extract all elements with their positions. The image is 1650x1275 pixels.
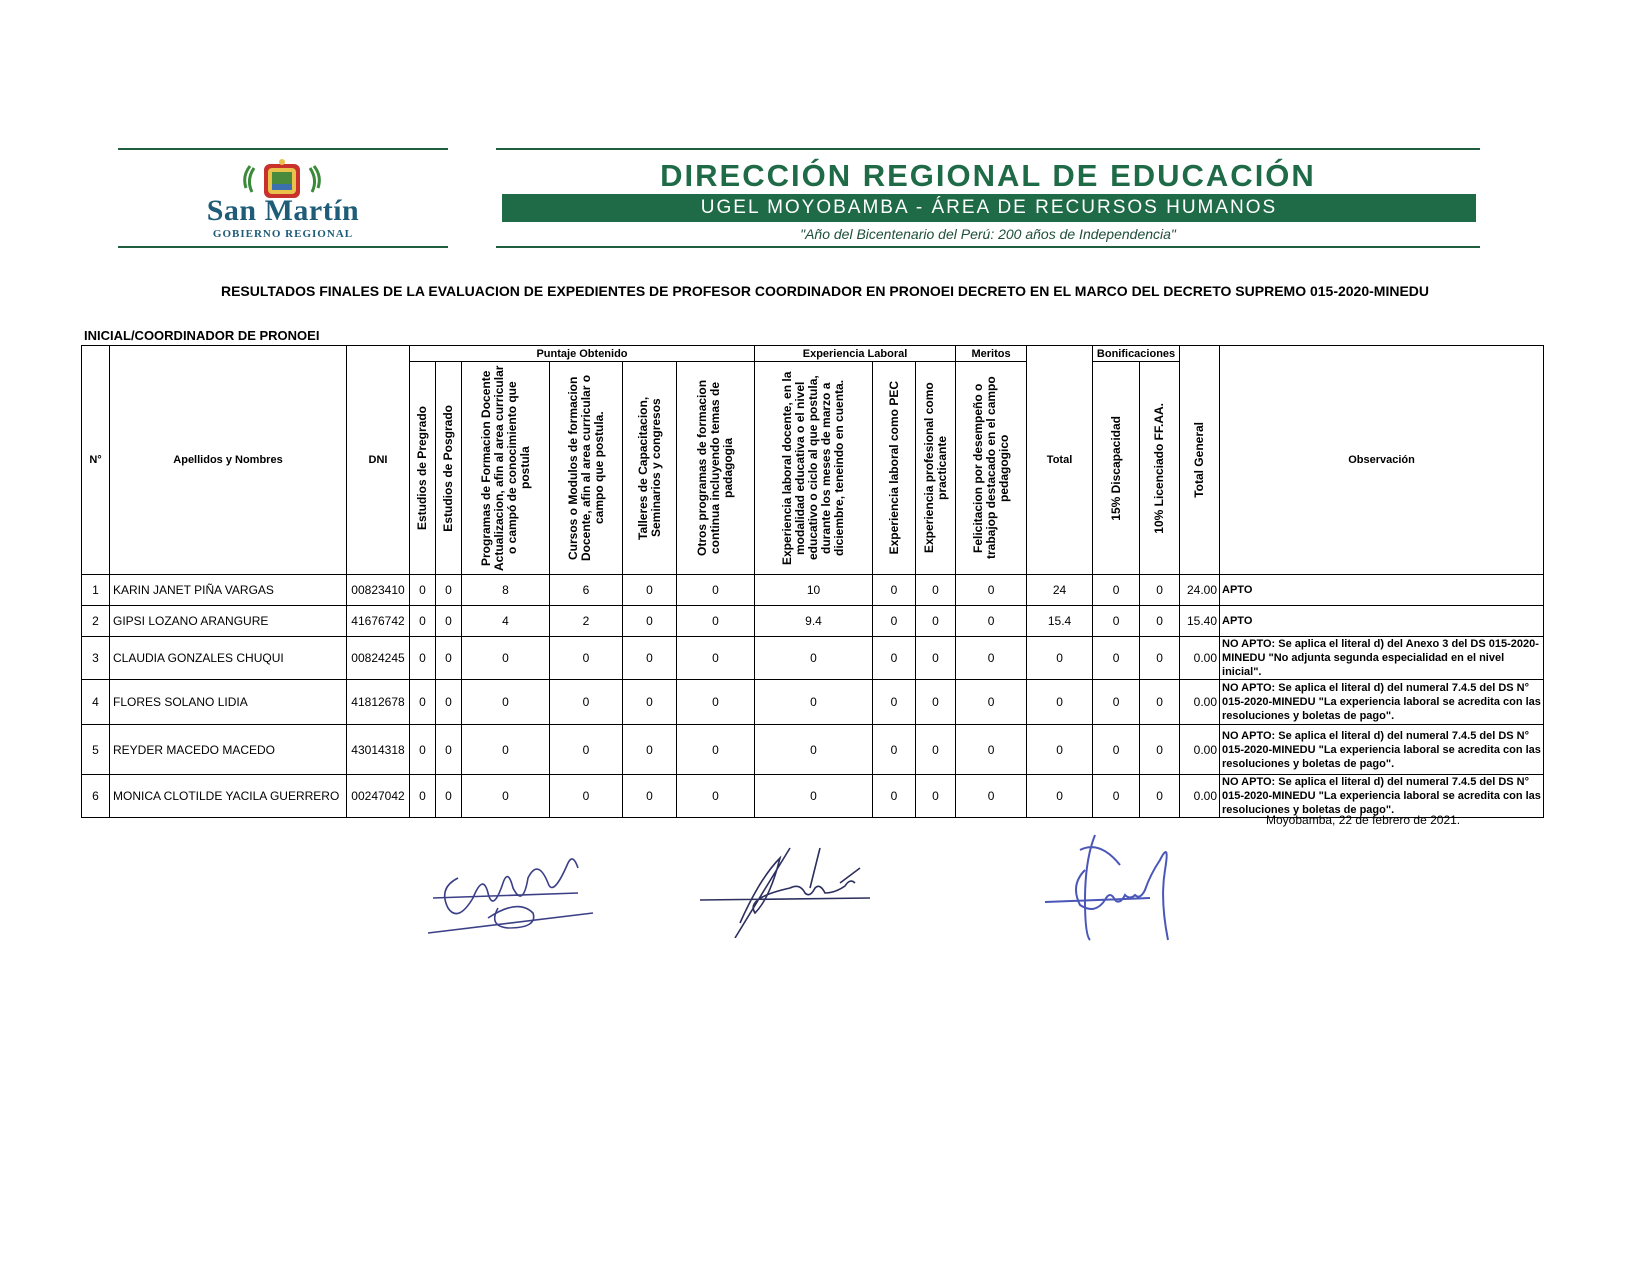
score-felicitacion: 0: [956, 775, 1027, 818]
score-otros: 0: [677, 725, 755, 775]
header-posgrado: Estudios de Posgrado: [441, 404, 455, 532]
total-general: 15.40: [1180, 606, 1220, 637]
applicant-name: CLAUDIA GONZALES CHUQUI: [110, 637, 347, 680]
header-exp-pec: Experiencia laboral como PEC: [886, 381, 901, 555]
header-banner: [118, 148, 1480, 250]
score-posgrado: 0: [436, 575, 462, 606]
score-cursos: 2: [550, 606, 623, 637]
total-general: 0.00: [1180, 775, 1220, 818]
header-discapacidad: 15% Discapacidad: [1108, 415, 1123, 521]
applicant-dni: 00247042: [347, 775, 410, 818]
score-cursos: 0: [550, 775, 623, 818]
applicant-dni: 41676742: [347, 606, 410, 637]
score-talleres: 0: [623, 680, 677, 725]
score-exp-docente: 0: [755, 637, 873, 680]
header-exp-docente: Experiencia laboral docente, en la modalidad educativa o el nivel educativo o ciclo al que postula, durante los meses de marzo a diciembre, teneindo en cuenta.: [780, 371, 846, 565]
observation: NO APTO: Se aplica el literal d) del Anexo 3 del DS 015-2020-MINEDU "No adjunta segunda especialidad en el nivel inicial".: [1220, 637, 1544, 680]
header-licenciado: 10% Licenciado FF.AA.: [1152, 402, 1167, 534]
score-exp-docente: 9.4: [755, 606, 873, 637]
score-total: 0: [1027, 725, 1093, 775]
score-exp-practicante: 0: [916, 775, 956, 818]
header-licenciado-cell: [1140, 362, 1180, 575]
place-date: Moyobamba, 22 de febrero de 2021.: [1266, 813, 1461, 827]
bonus-licenciado: 0: [1140, 725, 1180, 775]
score-otros: 0: [677, 680, 755, 725]
score-exp-pec: 0: [873, 575, 916, 606]
table-row: [82, 606, 1544, 637]
row-number: 1: [82, 575, 110, 606]
score-exp-practicante: 0: [916, 575, 956, 606]
score-exp-practicante: 0: [916, 606, 956, 637]
score-felicitacion: 0: [956, 725, 1027, 775]
score-programas: 0: [462, 637, 550, 680]
bonus-discapacidad: 0: [1093, 575, 1140, 606]
header-dni: DNI: [347, 346, 410, 575]
score-cursos: 6: [550, 575, 623, 606]
total-general: 0.00: [1180, 680, 1220, 725]
bonus-licenciado: 0: [1140, 606, 1180, 637]
score-talleres: 0: [623, 575, 677, 606]
header-exp-pec-cell: [873, 362, 916, 575]
row-number: 2: [82, 606, 110, 637]
header-cursos-cell: [550, 362, 623, 575]
dre-bottom-rule: [496, 246, 1480, 248]
bonus-licenciado: 0: [1140, 575, 1180, 606]
row-number: 3: [82, 637, 110, 680]
score-otros: 0: [677, 606, 755, 637]
header-total: Total: [1027, 346, 1093, 575]
header-programas: Programas de Formacion Docente Actualizacion, afin al area curricular o campó de conocimiento que postula: [478, 365, 532, 571]
applicant-dni: 00823410: [347, 575, 410, 606]
score-total: 0: [1027, 637, 1093, 680]
header-total-general: Total General: [1192, 422, 1207, 498]
score-posgrado: 0: [436, 680, 462, 725]
applicant-dni: 43014318: [347, 725, 410, 775]
header-pregrado-cell: [410, 362, 436, 575]
score-programas: 4: [462, 606, 550, 637]
score-exp-pec: 0: [873, 725, 916, 775]
results-table: [81, 345, 1544, 818]
bonus-discapacidad: 0: [1093, 637, 1140, 680]
header-total-general-wrap: [1180, 346, 1220, 575]
signature-2: [700, 838, 880, 938]
score-exp-pec: 0: [873, 637, 916, 680]
dre-title: DIRECCIÓN REGIONAL DE EDUCACIÓN: [660, 158, 1316, 193]
applicant-name: FLORES SOLANO LIDIA: [110, 680, 347, 725]
bonus-discapacidad: 0: [1093, 725, 1140, 775]
score-talleres: 0: [623, 606, 677, 637]
group-bonificaciones: Bonificaciones: [1093, 346, 1180, 362]
header-cursos: Cursos o Modulos de formacion Docente, afin al area curricular o campo que postula.: [565, 374, 606, 562]
section-subtitle: INICIAL/COORDINADOR DE PRONOEI: [84, 328, 320, 343]
signature-1: [428, 838, 618, 938]
bonus-licenciado: 0: [1140, 680, 1180, 725]
observation: NO APTO: Se aplica el literal d) del numeral 7.4.5 del DS N° 015-2020-MINEDU "La experiencia laboral se acredita con las resoluciones y boletas de pago".: [1220, 775, 1544, 818]
score-felicitacion: 0: [956, 606, 1027, 637]
logo-bottom-rule: [118, 246, 448, 248]
score-posgrado: 0: [436, 637, 462, 680]
applicant-name: KARIN JANET PIÑA VARGAS: [110, 575, 347, 606]
header-talleres-cell: [623, 362, 677, 575]
table-row: [82, 637, 1544, 680]
score-total: 24: [1027, 575, 1093, 606]
header-otros-cell: [677, 362, 755, 575]
header-exp-practicante: Experiencia profesional como practicante: [921, 382, 949, 554]
bonus-discapacidad: 0: [1093, 680, 1140, 725]
score-felicitacion: 0: [956, 637, 1027, 680]
score-felicitacion: 0: [956, 575, 1027, 606]
header-exp-practicante-cell: [916, 362, 956, 575]
score-posgrado: 0: [436, 606, 462, 637]
bonus-discapacidad: 0: [1093, 606, 1140, 637]
score-programas: 0: [462, 775, 550, 818]
observation: APTO: [1220, 575, 1544, 606]
logo-subtitle: GOBIERNO REGIONAL: [212, 228, 354, 240]
score-programas: 0: [462, 680, 550, 725]
group-meritos: Meritos: [956, 346, 1027, 362]
score-talleres: 0: [623, 725, 677, 775]
score-pregrado: 0: [410, 775, 436, 818]
score-exp-practicante: 0: [916, 680, 956, 725]
header-exp-docente-cell: [755, 362, 873, 575]
total-general: 24.00: [1180, 575, 1220, 606]
header-n: N°: [82, 346, 110, 575]
score-exp-docente: 0: [755, 725, 873, 775]
score-posgrado: 0: [436, 725, 462, 775]
table-row: [82, 725, 1544, 775]
applicant-name: REYDER MACEDO MACEDO: [110, 725, 347, 775]
header-felicitacion: Felicitacion por desempeño o trabajop destacado en el campo pedagogico: [970, 376, 1011, 560]
bonus-licenciado: 0: [1140, 775, 1180, 818]
header-posgrado-cell: [436, 362, 462, 575]
header-pregrado: Estudios de Pregrado: [415, 405, 429, 531]
observation: NO APTO: Se aplica el literal d) del numeral 7.4.5 del DS N° 015-2020-MINEDU "La experiencia laboral se acredita con las resoluciones y boletas de pago".: [1220, 725, 1544, 775]
ugel-bar: UGEL MOYOBAMBA - ÁREA DE RECURSOS HUMANOS: [502, 194, 1476, 222]
score-exp-pec: 0: [873, 775, 916, 818]
header-programas-cell: [462, 362, 550, 575]
score-otros: 0: [677, 637, 755, 680]
header-felicitacion-cell: [956, 362, 1027, 575]
bicentenario-motto: "Año del Bicentenario del Perú: 200 años de Independencia": [800, 226, 1176, 242]
row-number: 6: [82, 775, 110, 818]
score-talleres: 0: [623, 775, 677, 818]
logo-top-rule: [118, 148, 448, 150]
score-total: 15.4: [1027, 606, 1093, 637]
applicant-name: MONICA CLOTILDE YACILA GUERRERO: [110, 775, 347, 818]
score-programas: 8: [462, 575, 550, 606]
score-total: 0: [1027, 680, 1093, 725]
score-talleres: 0: [623, 637, 677, 680]
score-exp-docente: 0: [755, 775, 873, 818]
score-pregrado: 0: [410, 575, 436, 606]
score-programas: 0: [462, 725, 550, 775]
score-exp-practicante: 0: [916, 637, 956, 680]
score-cursos: 0: [550, 680, 623, 725]
row-number: 5: [82, 725, 110, 775]
document-title: RESULTADOS FINALES DE LA EVALUACION DE EXPEDIENTES DE PROFESOR COORDINADOR EN PRONOEI DECRETO EN EL MARCO DEL DECRETO SUPREMO 015-2020-MINEDU: [220, 283, 1430, 299]
logo-name: San Martín: [206, 194, 360, 227]
score-felicitacion: 0: [956, 680, 1027, 725]
score-total: 0: [1027, 775, 1093, 818]
results-body: [82, 575, 1544, 818]
table-row: [82, 575, 1544, 606]
applicant-dni: 00824245: [347, 637, 410, 680]
group-puntaje: Puntaje Obtenido: [410, 346, 755, 362]
header-otros: Otros programas de formacion continua incluyendo temas de padagogia: [695, 379, 735, 557]
score-exp-pec: 0: [873, 680, 916, 725]
header-observacion: Observación: [1220, 346, 1544, 575]
applicant-dni: 41812678: [347, 680, 410, 725]
dre-header: [496, 148, 1480, 250]
score-pregrado: 0: [410, 606, 436, 637]
score-exp-pec: 0: [873, 606, 916, 637]
total-general: 0.00: [1180, 725, 1220, 775]
score-cursos: 0: [550, 725, 623, 775]
score-pregrado: 0: [410, 680, 436, 725]
observation: NO APTO: Se aplica el literal d) del numeral 7.4.5 del DS N° 015-2020-MINEDU "La experiencia laboral se acredita con las resoluciones y boletas de pago".: [1220, 680, 1544, 725]
gobierno-regional-logo: [118, 148, 448, 250]
score-otros: 0: [677, 775, 755, 818]
header-nombres: Apellidos y Nombres: [110, 346, 347, 575]
applicant-name: GIPSI LOZANO ARANGURE: [110, 606, 347, 637]
header-discapacidad-cell: [1093, 362, 1140, 575]
score-exp-docente: 10: [755, 575, 873, 606]
table-row: [82, 775, 1544, 818]
header-talleres: Talleres de Capacitacion, Seminarios y congresos: [635, 396, 663, 540]
observation: APTO: [1220, 606, 1544, 637]
score-pregrado: 0: [410, 637, 436, 680]
score-cursos: 0: [550, 637, 623, 680]
score-pregrado: 0: [410, 725, 436, 775]
bonus-discapacidad: 0: [1093, 775, 1140, 818]
score-otros: 0: [677, 575, 755, 606]
score-exp-practicante: 0: [916, 725, 956, 775]
dre-top-rule: [496, 148, 1480, 150]
total-general: 0.00: [1180, 637, 1220, 680]
score-posgrado: 0: [436, 775, 462, 818]
bonus-licenciado: 0: [1140, 637, 1180, 680]
table-row: [82, 680, 1544, 725]
score-exp-docente: 0: [755, 680, 873, 725]
row-number: 4: [82, 680, 110, 725]
signature-3: [1040, 830, 1200, 945]
group-experiencia: Experiencia Laboral: [755, 346, 956, 362]
